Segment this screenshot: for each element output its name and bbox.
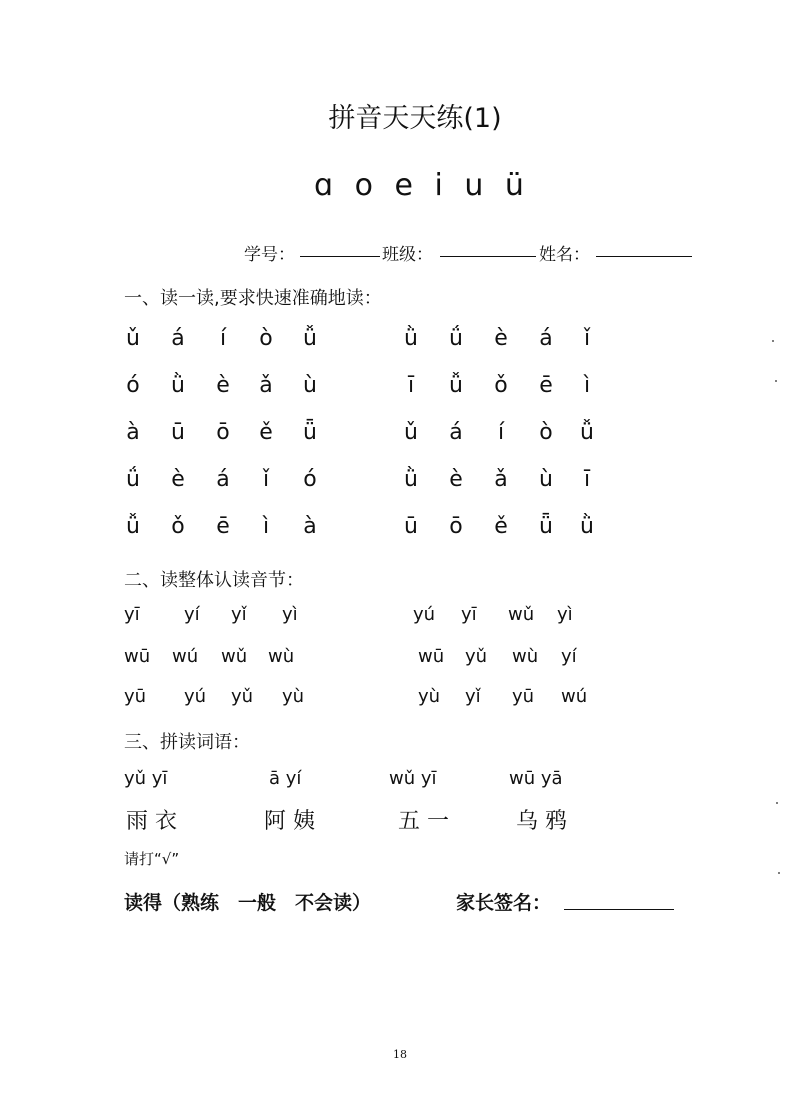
tone-vowel: ē [539,373,553,398]
tone-vowel: ū [404,514,418,539]
tone-vowel: ǘ [449,326,463,351]
student-id-field[interactable] [300,256,380,257]
name-label: 姓名： [539,245,590,265]
syllable: yī [461,604,477,625]
tone-vowel: ǎ [259,373,273,398]
tone-vowel: í [497,420,505,445]
tone-vowel: ǔ [126,326,140,351]
scan-speck [776,802,778,804]
section3-heading: 三、拼读词语： [124,732,250,753]
syllable: yǐ [231,604,247,625]
syllable: yī [124,604,140,625]
tone-vowel: á [449,420,463,445]
parent-signature-field[interactable] [564,909,674,910]
tone-row [0,420,800,450]
word-pinyin: yǔ yī [124,768,168,789]
word-hanzi: 雨 衣 [126,809,177,834]
tone-vowel: ǐ [583,326,591,351]
tone-vowel: ǖ [303,420,317,445]
syllable: wù [512,646,539,667]
tone-vowel: ó [126,373,140,398]
tone-vowel: á [216,467,230,492]
tone-vowel: ù [303,373,317,398]
syllable: wū [418,646,445,667]
name-field[interactable] [596,256,692,257]
syllable: wǔ [508,604,535,625]
tone-vowel: è [216,373,230,398]
section2-heading: 二、读整体认读音节： [124,570,304,591]
syllable: yǔ [465,646,488,667]
word-pinyin-row [0,768,800,792]
tone-vowel: ó [303,467,317,492]
tone-vowel: ǚ [126,514,140,539]
syllable: wú [561,686,588,707]
tone-vowel: ǒ [171,514,185,539]
page-number: 18 [393,1048,407,1061]
syllable: yì [557,604,573,625]
tone-vowel: á [539,326,553,351]
tone-vowel: è [494,326,508,351]
tone-vowel: ǜ [580,514,594,539]
syllable: wù [268,646,295,667]
word-pinyin: ā yí [269,768,302,789]
scan-speck [775,380,777,382]
tone-vowel: ì [262,514,270,539]
syllable: yì [282,604,298,625]
tone-vowel: ū [171,420,185,445]
tone-vowel: à [303,514,317,539]
class-field[interactable] [440,256,536,257]
syllable: wǔ [221,646,248,667]
syllable: yú [184,686,207,707]
tone-row [0,514,800,544]
tone-vowel: ǘ [126,467,140,492]
vowel-list: ɑ o e i u ü [314,168,526,203]
syllable: yù [418,686,441,707]
tone-vowel: ī [407,373,415,398]
tone-vowel: ō [449,514,463,539]
tone-row [0,326,800,356]
tone-vowel: ě [494,514,508,539]
syllable: yú [413,604,436,625]
syllable-row [0,646,800,670]
tone-vowel: ǚ [303,326,317,351]
syllable: yū [512,686,535,707]
reading-level-options[interactable]: 读得（熟练 一般 不会读） [124,892,372,914]
tone-vowel: ǒ [494,373,508,398]
tone-vowel: ǐ [262,467,270,492]
tone-vowel: ǔ [404,420,418,445]
tone-vowel: á [171,326,185,351]
syllable: yí [561,646,577,667]
tone-vowel: ì [583,373,591,398]
tone-vowel: ò [539,420,553,445]
tone-vowel: ǜ [404,467,418,492]
syllable: wú [172,646,199,667]
tone-vowel: è [171,467,185,492]
word-pinyin: wǔ yī [389,768,437,789]
tone-vowel: ǜ [404,326,418,351]
syllable: yū [124,686,147,707]
tone-vowel: ē [216,514,230,539]
check-prompt: 请打“√” [124,850,180,868]
word-hanzi-row [0,804,800,834]
tone-vowel: ǜ [171,373,185,398]
tone-row [0,373,800,403]
syllable-row [0,604,800,628]
word-hanzi: 五 一 [398,809,449,834]
tone-vowel: í [219,326,227,351]
tone-vowel: ǚ [580,420,594,445]
worksheet-title: 拼音天天练(1) [328,103,502,134]
syllable: wū [124,646,151,667]
syllable-row [0,686,800,710]
tone-vowel: è [449,467,463,492]
student-id-label: 学号： [244,245,295,265]
syllable: yǔ [231,686,254,707]
syllable: yǐ [465,686,481,707]
tone-vowel: ě [259,420,273,445]
word-pinyin: wū yā [509,768,563,789]
parent-signature-label: 家长签名： [456,892,552,914]
tone-vowel: ō [216,420,230,445]
tone-row [0,467,800,497]
section1-heading: 一、读一读,要求快速准确地读： [124,288,382,309]
word-hanzi: 乌 鸦 [516,809,567,834]
syllable: yù [282,686,305,707]
tone-vowel: ǖ [539,514,553,539]
tone-vowel: ù [539,467,553,492]
scan-speck [772,340,774,342]
tone-vowel: ǚ [449,373,463,398]
syllable: yí [184,604,200,625]
scan-speck [778,872,780,874]
tone-vowel: ī [583,467,591,492]
tone-vowel: ǎ [494,467,508,492]
tone-vowel: ò [259,326,273,351]
word-hanzi: 阿 姨 [264,809,315,834]
tone-vowel: à [126,420,140,445]
class-label: 班级： [382,245,433,265]
